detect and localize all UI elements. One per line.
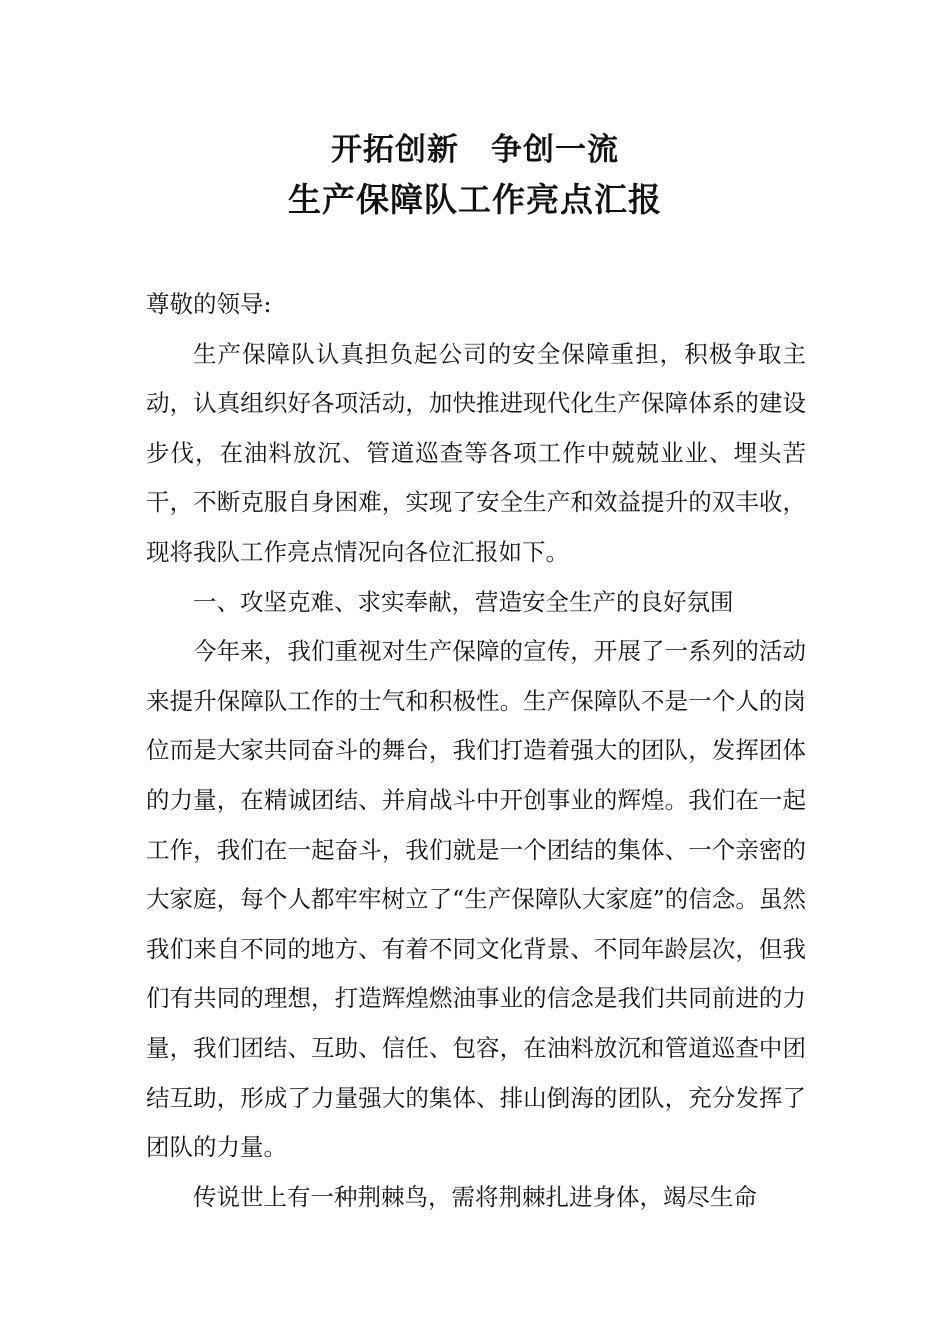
document-title-line2: 生产保障队工作亮点汇报 <box>288 180 662 219</box>
section-1-paragraph-1: 今年来，我们重视对生产保障的宣传，开展了一系列的活动来提升保障队工作的士气和积极性。生产保障队不是一个人的岗位而是大家共同奋斗的舞台，我们打造着强大的团队，发挥团体的力量，在精诚团结、并肩战斗中开创事业的辉煌。我们在一起工作，我们在一起奋斗，我们就是一个团结的集体、一个亲密的大家庭，每个人都牢牢树立了“生产保障队大家庭”的信念。虽然我们来自不同的地方、有着不同文化背景、不同年龄层次，但我们有共同的理想，打造辉煌燃油事业的信念是我们共同前进的力量，我们团结、互助、信任、包容，在油料放沉和管道巡查中团结互助，形成了力量强大的集体、排山倒海的团队，充分发挥了团队的力量。 <box>146 637 806 1162</box>
document-title-line1: 开拓创新 争创一流 <box>331 132 619 168</box>
document-body <box>146 280 806 1222</box>
section-1-paragraph-2: 传说世上有一种荆棘鸟，需将荆棘扎进身体，竭尽生命 <box>193 1182 757 1211</box>
section-1-heading: 一、攻坚克难、求实奉献，营造安全生产的良好氛围 <box>193 587 734 616</box>
title-block <box>0 128 950 224</box>
intro-paragraph: 生产保障队认真担负起公司的安全保障重担，积极争取主动，认真组织好各项活动，加快推进现代化生产保障体系的建设步伐，在油料放沉、管道巡查等各项工作中兢兢业业、埋头苦干，不断克服自身困难，实现了安全生产和效益提升的双丰收，现将我队工作亮点情况向各位汇报如下。 <box>146 339 806 566</box>
salutation: 尊敬的领导: <box>146 290 272 318</box>
